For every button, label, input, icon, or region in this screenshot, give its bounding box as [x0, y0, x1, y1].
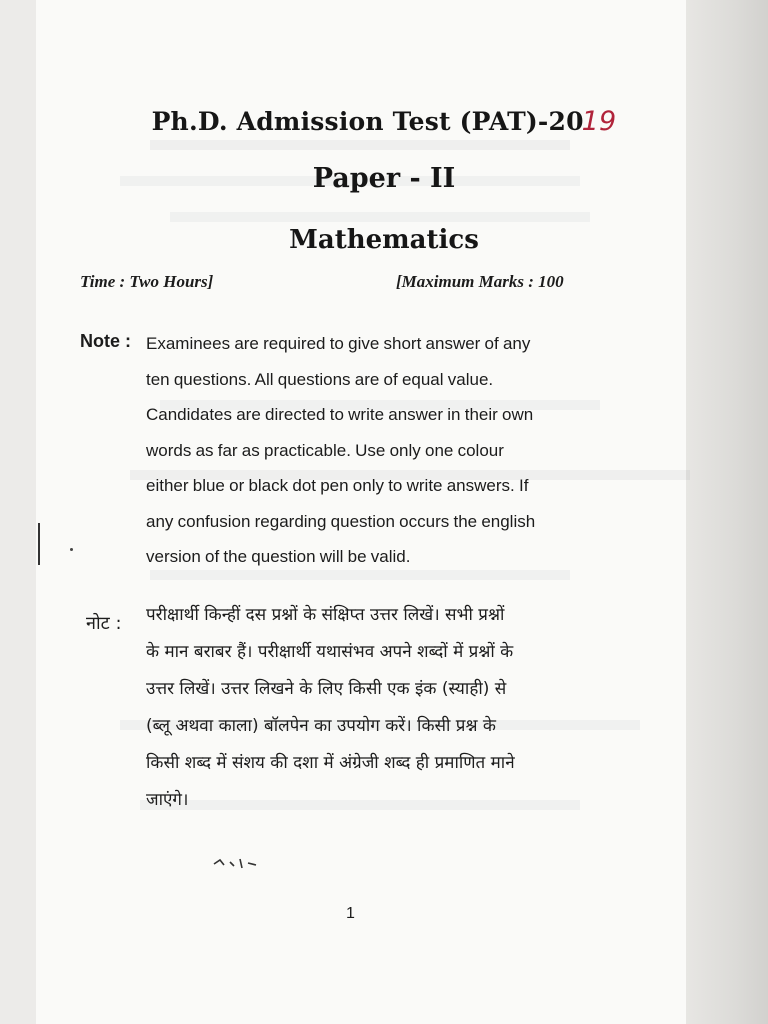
ink-speck: [70, 548, 73, 551]
subject-title: Mathematics: [289, 225, 479, 255]
margin-pen-mark: [38, 523, 40, 565]
maximum-marks: [Maximum Marks : 100: [396, 272, 564, 291]
note-line-hindi: परीक्षार्थी किन्हीं दस प्रश्नों के संक्षिप्त उत्तर लिखें। सभी प्रश्नों: [146, 605, 505, 625]
note-label-english: Note :: [80, 331, 131, 351]
note-line-hindi: किसी शब्द में संशय की दशा में अंग्रेजी शब्द ही प्रमाणित माने: [146, 753, 515, 773]
exam-duration: Time : Two Hours]: [80, 272, 214, 291]
note-text-hindi: [146, 597, 616, 819]
note-line-hindi: (ब्लू अथवा काला) बॉलपेन का उपयोग करें। किसी प्रश्न के: [146, 716, 496, 736]
note-line: any confusion regarding question occurs the english: [146, 511, 536, 531]
note-line: Examinees are required to give short answer of any: [146, 334, 531, 353]
note-line: words as far as practicable. Use only one colour: [146, 440, 504, 460]
exam-title-text: Ph.D. Admission Test (PAT)-20: [151, 107, 584, 136]
note-line: either blue or black dot pen only to write answers. If: [146, 476, 529, 495]
page-edge-shadow: [686, 0, 768, 1024]
handwritten-year: 19: [581, 106, 617, 137]
paper-title: Paper - II: [312, 163, 456, 194]
exam-title: [0, 106, 768, 137]
note-text-english: [146, 326, 606, 575]
note-line: version of the question will be valid.: [146, 547, 411, 566]
note-line-hindi: जाएंगे।: [146, 790, 189, 810]
note-label-hindi: नोट :: [86, 613, 122, 634]
page-number: 1: [346, 905, 355, 922]
note-line: Candidates are directed to write answer in their own: [146, 405, 534, 424]
pen-scribble: [212, 856, 258, 870]
note-line-hindi: के मान बराबर हैं। परीक्षार्थी यथासंभव अपने शब्दों में प्रश्नों के: [146, 642, 514, 662]
note-line: ten questions. All questions are of equal value.: [146, 369, 494, 389]
note-line-hindi: उत्तर लिखें। उत्तर लिखने के लिए किसी एक इंक (स्याही) से: [146, 679, 507, 699]
